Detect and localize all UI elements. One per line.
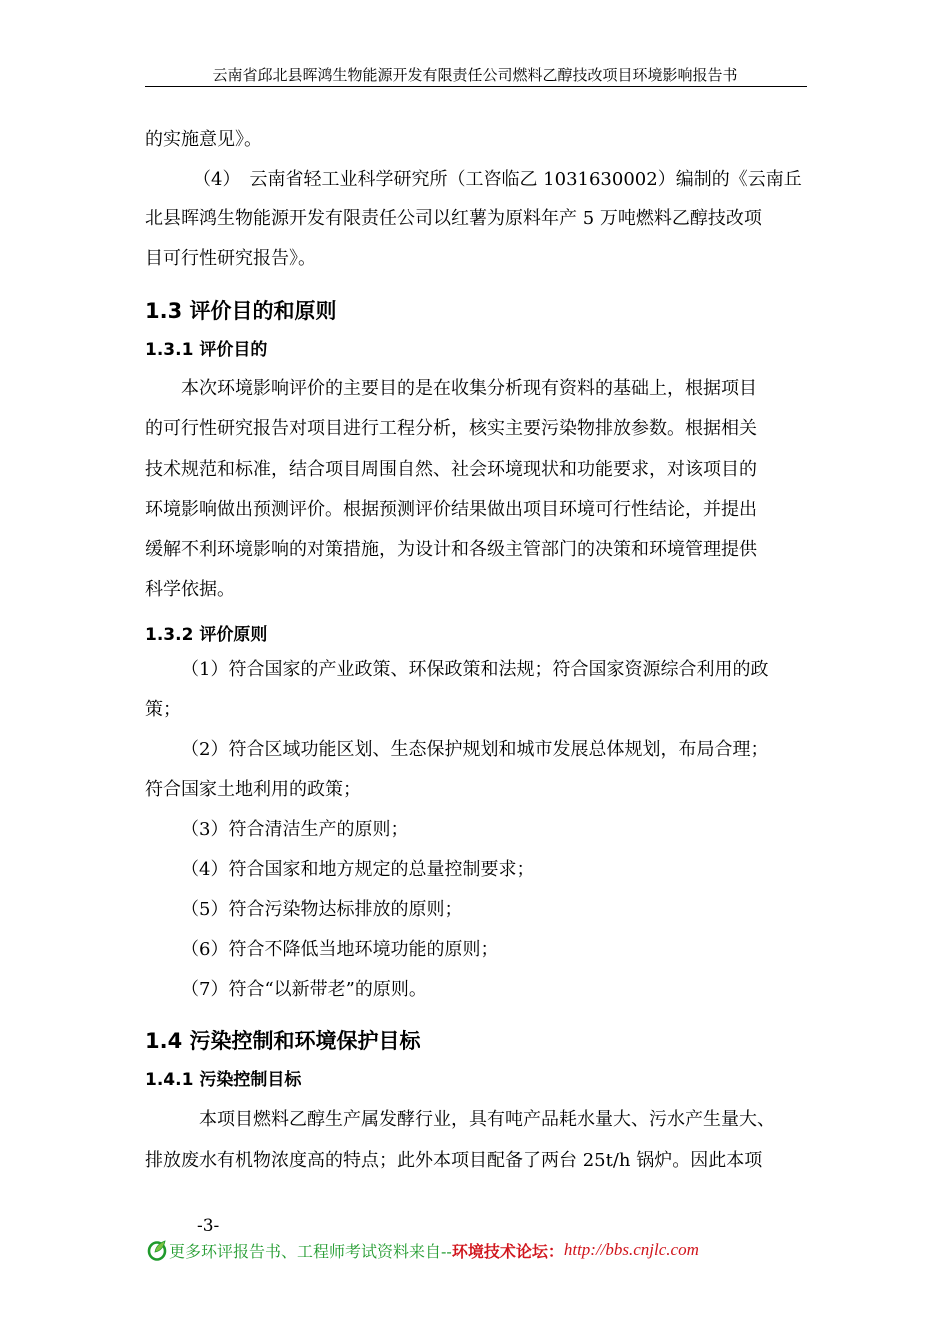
reference-item-4: （4） 云南省轻工业科学研究所（工咨临乙 1031630002）编制的《云南丘 <box>193 169 802 190</box>
paragraph-line: 本次环境影响评价的主要目的是在收集分析现有资料的基础上，根据项目 <box>181 378 757 399</box>
paragraph-line: 的实施意见》。 <box>145 129 262 150</box>
footer-promo-text: 更多环评报告书、工程师考试资料来自-- <box>169 1241 452 1261</box>
principle-item: （5）符合污染物达标排放的原则； <box>181 899 463 920</box>
paragraph-line: 北县晖鸿生物能源开发有限责任公司以红薯为原料年产 5 万吨燃料乙醇技改项 <box>145 208 762 229</box>
paragraph-line: 的可行性研究报告对项目进行工程分析，核实主要污染物排放参数。根据相关 <box>145 418 757 439</box>
section-heading-1-4: 1.4 污染控制和环境保护目标 <box>145 1029 421 1053</box>
subsection-heading-1-4-1: 1.4.1 污染控制目标 <box>145 1070 302 1090</box>
principle-item: （7）符合“以新带老”的原则。 <box>181 979 427 1000</box>
paragraph-line: 科学依据。 <box>145 579 235 600</box>
paragraph-line: 环境影响做出预测评价。根据预测评价结果做出项目环境可行性结论，并提出 <box>145 499 757 520</box>
paragraph-line: 目可行性研究报告》。 <box>145 248 316 269</box>
footer-url-link[interactable]: http://bbs.cnjlc.com <box>563 1240 699 1259</box>
page-number: -3- <box>197 1216 220 1236</box>
header-rule <box>145 86 807 87</box>
section-heading-1-3: 1.3 评价目的和原则 <box>145 299 337 323</box>
principle-item: （6）符合不降低当地环境功能的原则； <box>181 939 499 960</box>
running-header: 云南省邱北县晖鸿生物能源开发有限责任公司燃料乙醇技改项目环境影响报告书 <box>212 66 738 84</box>
leaf-logo-icon <box>147 1239 167 1261</box>
principle-item: （3）符合清洁生产的原则； <box>181 819 409 840</box>
footer-banner[interactable] <box>147 1237 699 1263</box>
paragraph-line: 本项目燃料乙醇生产属发酵行业，具有吨产品耗水量大、污水产生量大、 <box>199 1109 775 1130</box>
paragraph-line: 排放废水有机物浓度高的特点；此外本项目配备了两台 25t/h 锅炉。因此本项 <box>145 1150 763 1171</box>
principle-item: （4）符合国家和地方规定的总量控制要求； <box>181 859 535 880</box>
principle-item: （2）符合区域功能区划、生态保护规划和城市发展总体规划，布局合理； <box>181 739 769 760</box>
paragraph-line: 技术规范和标准，结合项目周围自然、社会环境现状和功能要求，对该项目的 <box>145 459 757 480</box>
paragraph-line: 符合国家土地利用的政策； <box>145 779 361 800</box>
subsection-heading-1-3-2: 1.3.2 评价原则 <box>145 625 268 645</box>
subsection-heading-1-3-1: 1.3.1 评价目的 <box>145 340 268 360</box>
principle-item: （1）符合国家的产业政策、环保政策和法规；符合国家资源综合利用的政 <box>181 659 769 680</box>
paragraph-line: 策； <box>145 699 181 720</box>
footer-forum-label: 环境技术论坛： <box>451 1241 564 1261</box>
paragraph-line: 缓解不利环境影响的对策措施，为设计和各级主管部门的决策和环境管理提供 <box>145 539 757 560</box>
